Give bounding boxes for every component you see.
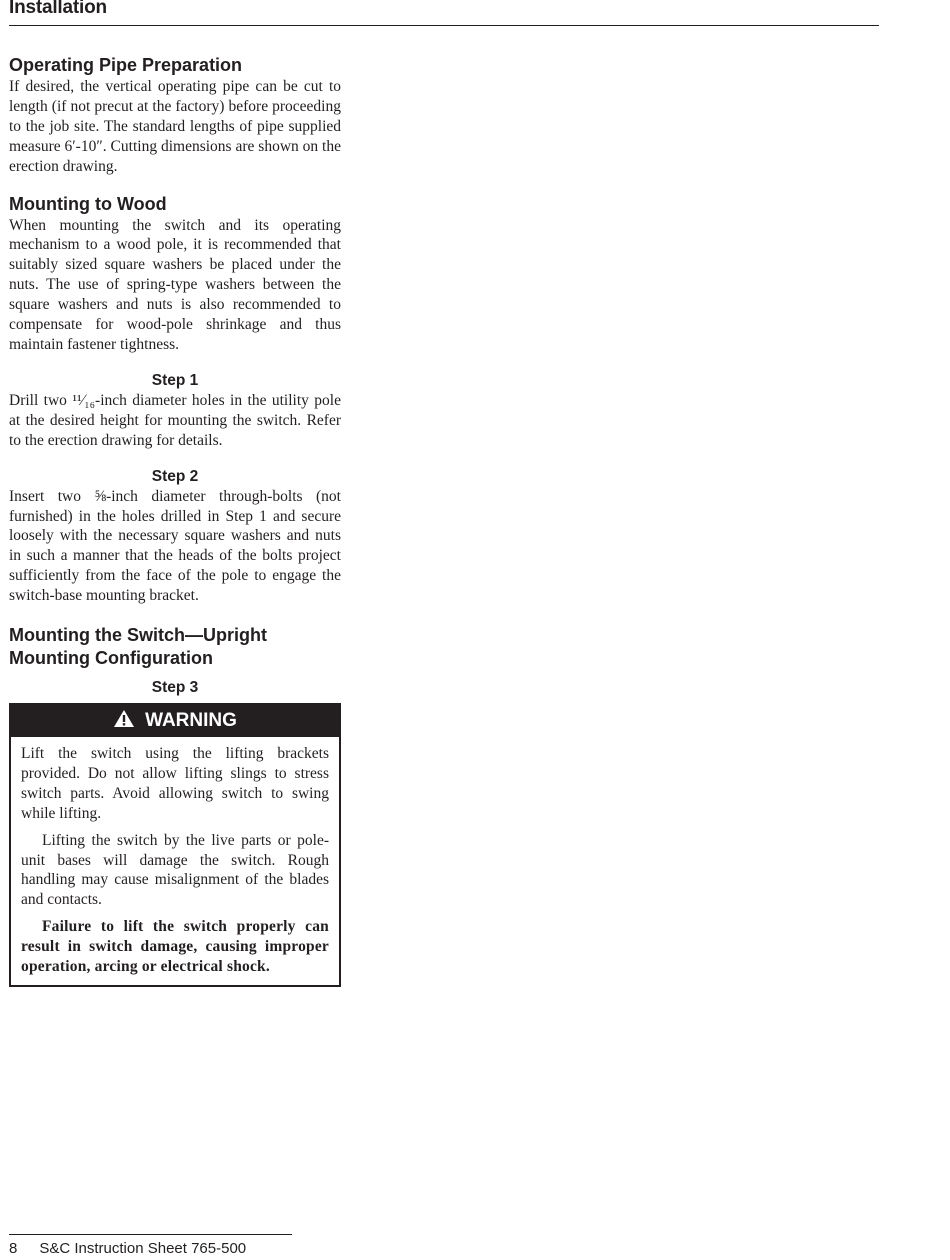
page-number: 8 bbox=[9, 1240, 18, 1257]
warning-box bbox=[9, 703, 341, 987]
document-title: S&C Instruction Sheet 765-500 bbox=[39, 1240, 247, 1257]
heading-mounting-to-wood: Mounting to Wood bbox=[9, 193, 167, 214]
step-3-label: Step 3 bbox=[151, 679, 199, 697]
warning-paragraph-1: Lift the switch using the lifting brackets provided. Do not allow lifting slings to stress switch parts. Avoid allowing switch to swing while lifting. bbox=[21, 745, 329, 822]
footer-divider bbox=[9, 1234, 292, 1235]
heading-upright-mounting-line2: Mounting Configuration bbox=[9, 648, 213, 669]
warning-body bbox=[11, 737, 339, 985]
heading-pipe-preparation: Operating Pipe Preparation bbox=[9, 55, 243, 75]
page-footer bbox=[9, 1240, 246, 1257]
main-column bbox=[9, 54, 341, 987]
warning-paragraph-3: Failure to lift the switch properly can result in switch damage, causing improper operation, arcing or electrical shock. bbox=[21, 918, 329, 976]
warning-header bbox=[11, 705, 339, 737]
mounting-to-wood-text: When mounting the switch and its operating mechanism to a wood pole, it is recommended that suitably sized square washers be placed under the nuts. The use of spring-type washers between the square washers and nuts is also recommended to compensate for wood-pole shrinkage and thus maintain fastener tightness. bbox=[9, 216, 341, 353]
heading-upright-mounting-line1: Mounting the Switch—Upright bbox=[9, 625, 267, 646]
step-1-label: Step 1 bbox=[151, 371, 199, 389]
warning-triangle-icon bbox=[113, 709, 145, 734]
warning-paragraph-2: Lifting the switch by the live parts or pole-unit bases will damage the switch. Rough handling may cause misalignment of the blades and contacts. bbox=[21, 831, 329, 909]
warning-title: WARNING bbox=[145, 710, 237, 732]
header-divider bbox=[9, 25, 879, 26]
step-2-text: Insert two ⅝-inch diameter through-bolts (not furnished) in the holes drilled in Step 1 and secure loosely with the necessary square washers and nuts in such a manner that the heads of the bolts project sufficiently from the face of the pole to engage the switch-base mounting bracket. bbox=[9, 487, 341, 605]
step-1-text: Drill two ¹¹⁄₁₆-inch diameter holes in the utility pole at the desired height for mounting the switch. Refer to the erection drawing for details. bbox=[9, 391, 341, 449]
step-2-label: Step 2 bbox=[151, 467, 199, 485]
page-section-title: Installation bbox=[9, 0, 107, 18]
pipe-preparation-text: If desired, the vertical operating pipe can be cut to length (if not precut at the factory) before proceeding to the job site. The standard lengths of pipe supplied measure 6′-10″. Cutting dimensions are shown on the erection drawing. bbox=[9, 78, 341, 175]
